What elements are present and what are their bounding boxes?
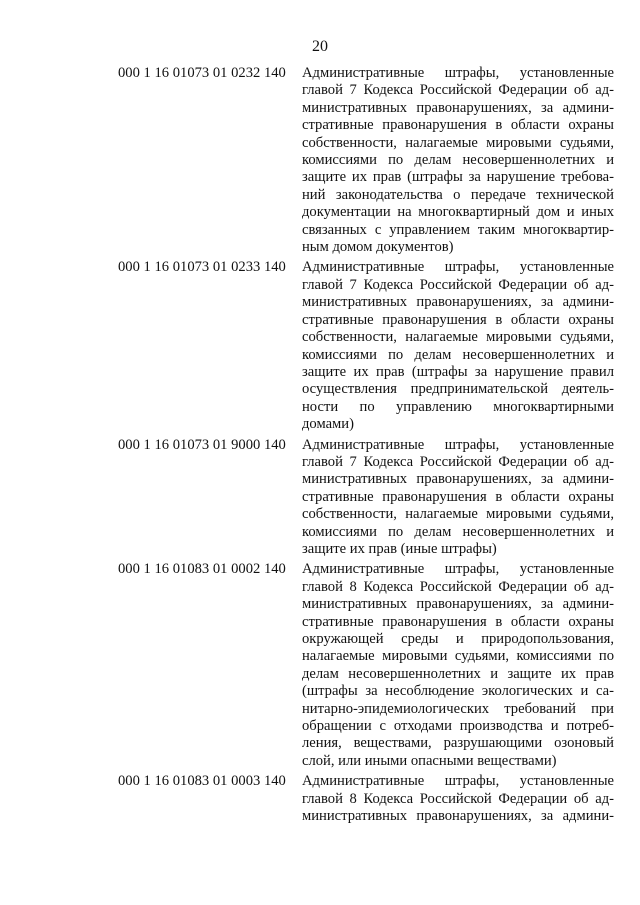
description-line: Административные штрафы, установленные	[302, 436, 614, 453]
page-number: 20	[312, 38, 328, 55]
description-line: ности по управлению многоквартирными	[302, 398, 614, 415]
fine-description	[302, 773, 614, 825]
budget-classification-code: 000 1 16 01083 01 0003 140	[118, 773, 286, 790]
budget-classification-code: 000 1 16 01073 01 9000 140	[118, 436, 286, 453]
description-line: главой 7 Кодекса Российской Федерации об ад-	[302, 276, 614, 293]
description-line: (штрафы за несоблюдение экологических и са-	[302, 683, 614, 700]
budget-classification-code: 000 1 16 01083 01 0002 140	[118, 561, 286, 578]
description-line: главой 8 Кодекса Российской Федерации об ад-	[302, 790, 614, 807]
fine-description	[302, 65, 614, 256]
description-line: Административные штрафы, установленные	[302, 65, 614, 81]
description-line: министративных правонарушениях, за админи-	[302, 596, 614, 613]
description-line: министративных правонарушениях, за админи-	[302, 471, 614, 488]
description-line: стративные правонарушения в области охраны	[302, 613, 614, 630]
description-line: ний законодательства о передаче технической	[302, 186, 614, 203]
description-line: комиссиями по делам несовершеннолетних и	[302, 346, 614, 363]
description-line: стративные правонарушения в области охраны	[302, 311, 614, 328]
fine-description	[302, 259, 614, 433]
description-line: собственности, налагаемые мировыми судьями,	[302, 134, 614, 151]
description-line: связанных с управлением таким многоквартир-	[302, 221, 614, 238]
budget-classification-code: 000 1 16 01073 01 0233 140	[118, 259, 286, 276]
fine-code-entry	[118, 437, 618, 559]
fine-code-entry	[118, 561, 618, 770]
description-line: окружающей среды и природопользования,	[302, 631, 614, 647]
description-line: защите их прав (штрафы за нарушение требова-	[302, 169, 614, 186]
fine-code-entry	[118, 773, 618, 825]
description-line: домами)	[302, 416, 354, 433]
fine-description	[302, 561, 614, 770]
budget-classification-code: 000 1 16 01073 01 0232 140	[118, 65, 286, 81]
description-line: ным домом документов)	[302, 239, 454, 256]
description-line: ления, веществами, разрушающими озоновый	[302, 735, 614, 752]
description-line: налагаемые мировыми судьями, комиссиями по	[302, 648, 614, 665]
fine-code-list	[118, 65, 618, 828]
description-line: главой 7 Кодекса Российской Федерации об ад-	[302, 82, 614, 99]
description-line: Административные штрафы, установленные	[302, 773, 614, 790]
description-line: главой 7 Кодекса Российской Федерации об ад-	[302, 453, 614, 470]
fine-code-entry	[118, 65, 618, 256]
description-line: министративных правонарушениях, за админи-	[302, 808, 614, 825]
description-line: защите их прав (иные штрафы)	[302, 540, 497, 557]
description-line: Административные штрафы, установленные	[302, 259, 614, 276]
description-line: слой, или иными опасными веществами)	[302, 752, 557, 769]
description-line: главой 8 Кодекса Российской Федерации об ад-	[302, 578, 614, 595]
description-line: министративных правонарушениях, за админи-	[302, 294, 614, 311]
fine-code-entry	[118, 259, 618, 433]
fine-description	[302, 437, 614, 559]
description-line: осуществления предпринимательской деятель-	[302, 381, 614, 398]
description-line: собственности, налагаемые мировыми судьями,	[302, 329, 614, 346]
description-line: комиссиями по делам несовершеннолетних и	[302, 523, 614, 540]
description-line: комиссиями по делам несовершеннолетних и	[302, 152, 614, 169]
description-line: нитарно-эпидемиологических требований при	[302, 700, 614, 717]
description-line: собственности, налагаемые мировыми судьями,	[302, 506, 614, 523]
description-line: стративные правонарушения в области охраны	[302, 488, 614, 505]
description-line: документации на многоквартирный дом и иных	[302, 204, 614, 221]
description-line: делам несовершеннолетних и защите их прав	[302, 665, 614, 682]
description-line: министративных правонарушениях, за админи-	[302, 99, 614, 116]
description-line: стративные правонарушения в области охраны	[302, 117, 614, 134]
description-line: Административные штрафы, установленные	[302, 561, 614, 578]
description-line: обращении с отходами производства и потреб-	[302, 718, 614, 735]
description-line: защите их прав (штрафы за нарушение правил	[302, 363, 614, 380]
